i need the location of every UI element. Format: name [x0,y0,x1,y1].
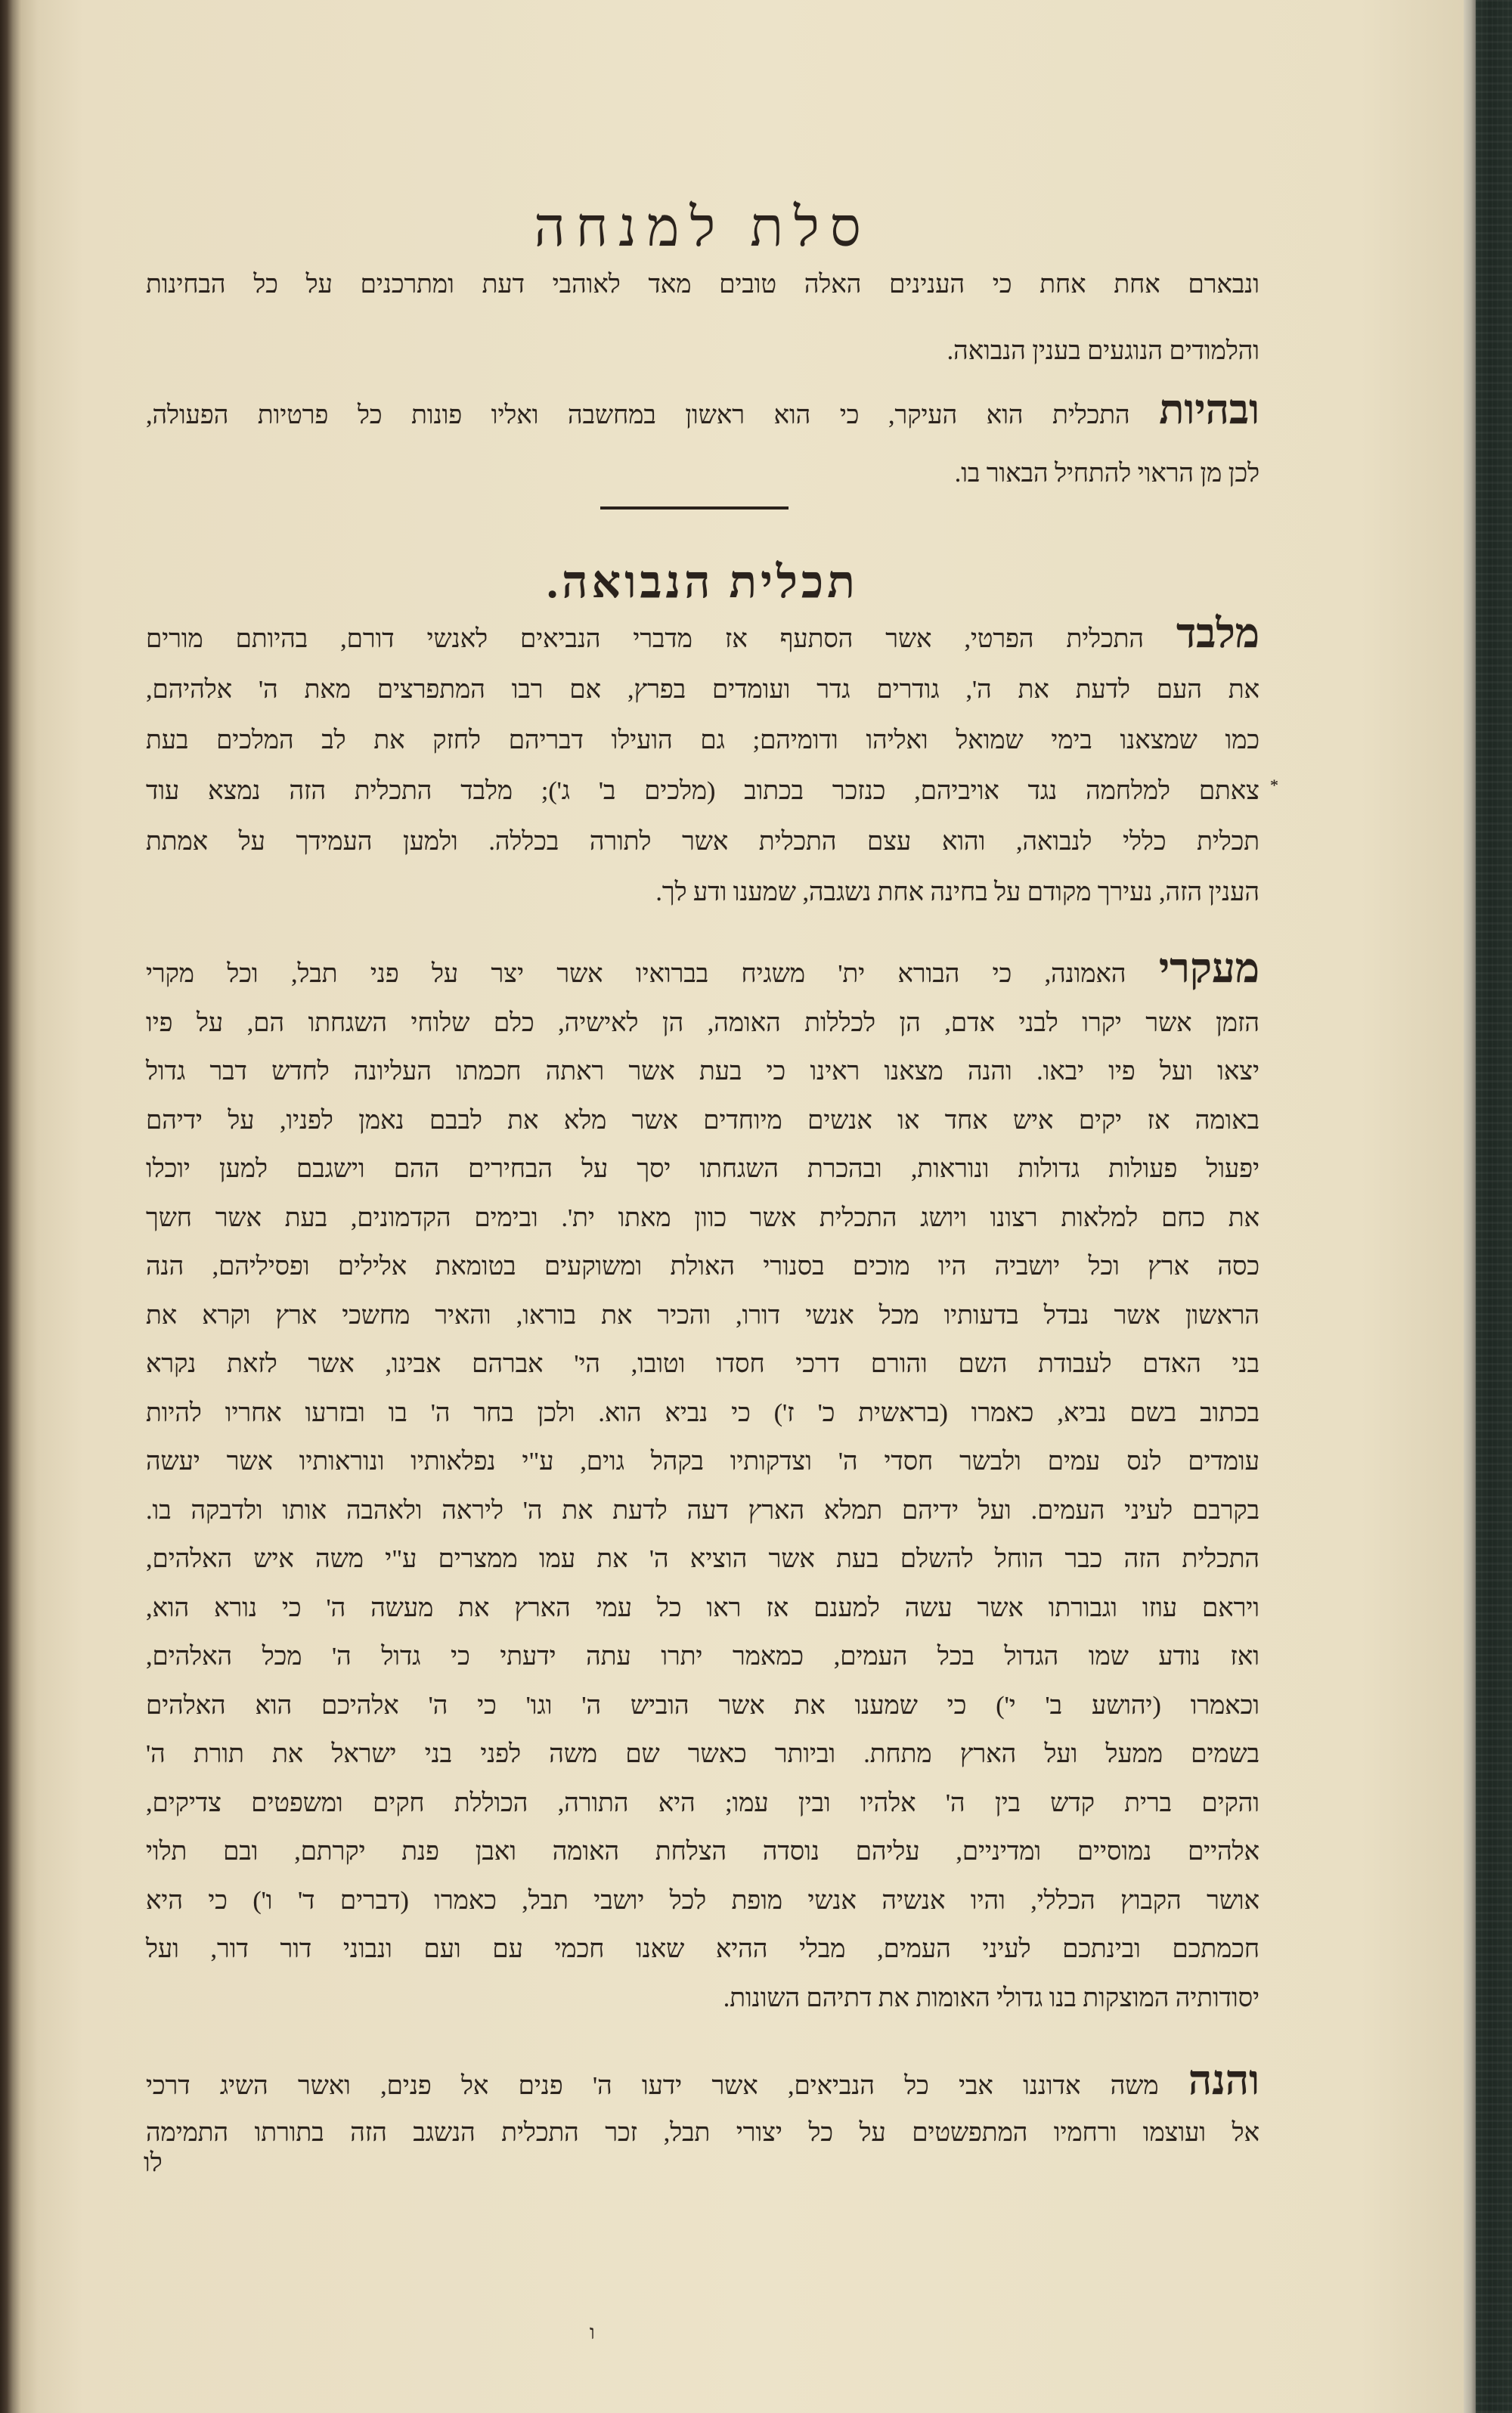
margin-mark: * [1270,776,1278,795]
text-line: בשמים ממעל ועל הארץ מתחת. וביותר כאשר שם משה לפני בני ישראל את תורת ה' [146,1740,1259,1768]
paragraph-3 [146,2058,1260,2157]
paragraph-1 [146,611,1260,918]
text-line: אושר הקבוץ הכללי, והיו אנשיה אנשי מופת לכל יושבי תבל, כאמרו (דברים ד' ו') כי היא [146,1886,1259,1915]
text-line: ונבארם אחת אחת כי הענינים האלה טובים מאד לאוהבי דעת ומתרכנים על כל הבחינות [146,271,1259,299]
text-line [146,946,1259,999]
book-cover-edge [1476,0,1512,2413]
text-line: יצאו ועל פיו יבאו. והנה מצאנו ראינו כי בעת אשר ראתה חכמתו העליונה לחדש דבר גדול [146,1058,1259,1086]
section-divider [600,506,789,510]
text-line: לכן מן הראוי להתחיל הבאור בו. [954,460,1259,488]
text-line: באומה אז יקים איש אחד או אנשים מיוחדים אשר מלא את לבבם נאמן לפניו, על ידיהם [146,1106,1259,1135]
text-line: בני האדם לעבודת השם והורם דרכי חסדו וטובו, הי' אברהם אבינו, אשר לזאת נקרא [146,1350,1259,1378]
text-line: הזמן אשר יקרו לבני אדם, הן לכללות האומה, הן לאישיה, כלם שלוחי השגחתו הם, על פיו [146,1008,1259,1037]
line-text: התכלית הוא העיקר, כי הוא ראשון במחשבה ואליו פונות כל פרטיות הפעולה, [146,401,1130,429]
text-line: והלמודים הנוגעים בענין הנבואה. [947,337,1259,365]
text-line: ואז נודע שמו הגדול בכל העמים, כמאמר יתרו עתה ידעתי כי גדול ה' מכל האלהים, [146,1643,1259,1671]
text-line: את העם לדעת את ה', גודרים גדר ועומדים בפרץ, אם רבו המתפרצים מאת ה' אלהיהם, [146,676,1259,704]
page-heading: סלת למנחה [534,197,872,258]
text-line [146,386,1259,444]
text-line: כסה ארץ וכל יושביה היו מוכים בסנורי האולת ומשוקעים בטומאת אלילים ופסיליהם, הנה [146,1253,1259,1281]
line-text: משה אדוננו אבי כל הנביאים, אשר ידעו ה' פנים אל פנים, ואשר השיג דרכי [146,2072,1159,2100]
paragraph-lead-word: מלבד [1176,611,1260,656]
text-line: אל ועוצמו ורחמיו המתפשטים על כל יצורי תבל, זכר התכלית הנשגב הזה בתורתו התמימה [146,2119,1259,2147]
page-stack-edge [1464,0,1476,2413]
signature-mark: ו [590,2322,595,2343]
text-line [146,611,1260,664]
paragraph-lead-word: ובהיות [1159,387,1260,432]
intro-paragraph [146,252,1259,385]
paragraph-2 [146,946,1259,2023]
text-line: ויראם עוזו וגבורתו אשר עשה למענם אז ראו כל עמי הארץ את מעשה ה' כי נורא הוא, [146,1594,1259,1622]
text-line: בכתוב בשם נביא, כאמרו (בראשית כ' ז') כי נביא הוא. ולכן בחר ה' בו ובזרעו אחריו להיות [146,1399,1259,1427]
text-line: הראשון אשר נבדל בדעותיו מכל אנשי דורו, והכיר את בוראו, והאיר מחשכי ארץ וקרא את [146,1301,1259,1330]
section-title: תכלית הנבואה. [547,557,859,607]
text-line: והקים ברית קדש בין ה' אלהיו ובין עמו; היא התורה, הכוללת חקים ומשפטים צדיקים, [146,1789,1259,1817]
text-line: צאתם למלחמה נגד אויביהם, כנזכר בכתוב (מלכים ב' ג'); מלבד התכלית הזה נמצא עוד [146,777,1259,805]
text-line: הענין הזה, נעירך מקודם על בחינה אחת נשגבה, שמענו ודע לך. [655,878,1259,906]
text-line: יסודותיה המוצקות בנו גדולי האומות את דתיהם השונות. [723,1984,1259,2012]
line-text: התכלית הפרטי, אשר הסתעף אז מדברי הנביאים לאנשי דורם, בהיותם מורים [146,625,1144,653]
text-line: יפעול פעולות גדולות ונוראות, ובהכרת השגחתו יסך על הבחירים ההם וישגבם למען יוכלו [146,1155,1259,1183]
paragraph-lead-word: מעקרי [1158,946,1259,991]
text-line: כמו שמצאנו בימי שמואל ואליהו ודומיהם; גם הועילו דבריהם לחזק את לב המלכים בעת [146,726,1259,754]
catchword: לו [144,2149,163,2177]
text-line: אלהיים נמוסיים ומדיניים, עליהם נוסדה הצלחת האומה ואבן פנת יקרתם, ובם תלוי [146,1838,1259,1866]
text-line: בקרבם לעיני העמים. ועל ידיהם תמלא הארץ דעה לדעת את ה' ליראה ולאהבה אותו ולדבקה בו. [146,1496,1259,1525]
text-line: עומדים לנס עמים ולבשר חסדי ה' וצדקותיו בקהל גוים, ע"י נפלאותיו ונוראותיו אשר יעשה [146,1448,1259,1476]
intro-paragraph-2 [146,386,1259,503]
line-text: האמונה, כי הבורא ית' משגיח בברואיו אשר יצר על פני תבל, וכל מקרי [146,960,1126,988]
text-line: תכלית כללי לנבואה, והוא עצם התכלית אשר לתורה בכללה. ולמען העמידך על אמתת [146,828,1259,856]
text-line: התכלית הזה כבר הוחל להשלם בעת אשר הוציא ה' את עמו ממצרים ע"י משה איש האלהים, [146,1545,1259,1573]
paragraph-lead-word: והנה [1188,2058,1260,2103]
text-line: את כחם למלאות רצונו ויושג התכלית אשר כוון מאתו ית'. ובימים הקדמונים, בעת אשר חשך [146,1203,1259,1232]
text-line: חכמתכם ובינתכם לעיני העמים, מבלי ההיא שאנו חכמי עם ועם ונבוני דור דור, ועל [146,1935,1259,1963]
text-line [146,2058,1260,2110]
text-line: וכאמרו (יהושע ב' י') כי שמענו את אשר הוביש ה' וגו' כי ה' אלהיכם הוא האלהים [146,1691,1259,1720]
